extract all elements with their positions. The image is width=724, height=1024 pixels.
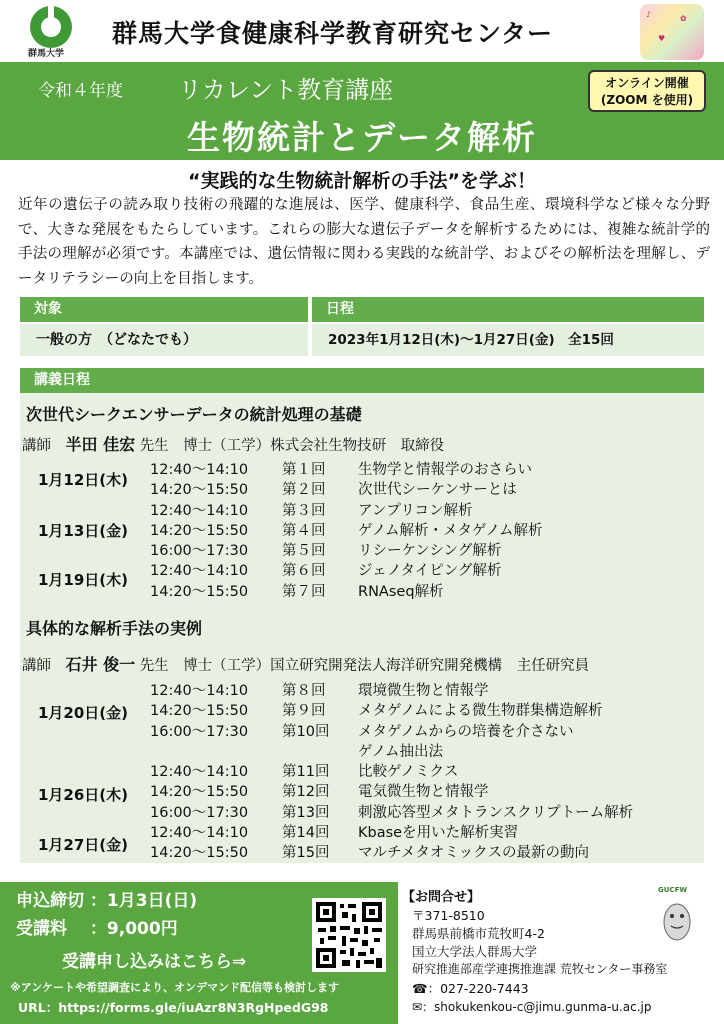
session-topic: 刺激応答型メタトランスクリプトーム解析	[358, 804, 634, 821]
date-label: 1月20日(金)	[38, 704, 129, 722]
session-topic: メタゲノムからの培養を介さない	[358, 723, 574, 740]
tagline: “実践的な生物統計解析の手法”を学ぶ！	[188, 170, 536, 192]
lecture-schedule-heading: 講義日程	[20, 368, 704, 393]
session-number: 第12回	[282, 784, 330, 801]
date-label: 1月27日(金)	[38, 836, 129, 854]
on-demand-note: ※アンケートや希望調査により、オンデマンド配信等も検討します	[10, 981, 340, 994]
session-row	[150, 782, 633, 802]
course-fee: 受講料 ：9,000円	[16, 919, 178, 939]
session-time: 12:40～14:10	[150, 502, 249, 519]
session-number: 第９回	[282, 703, 326, 720]
session-time: 12:40～14:10	[150, 462, 249, 478]
email-address[interactable]: ✉：shokukenkou-c@jimu.gunma-u.ac.jp	[412, 1000, 652, 1014]
session-topic: アンプリコン解析	[358, 502, 473, 519]
postal-code: 〒371-8510	[412, 908, 485, 923]
section2-lecturer	[22, 652, 589, 675]
application-url[interactable]: URL：https://forms.gle/iuAzr8N3RgHpedG98	[18, 1000, 329, 1015]
session-topic: 生物学と情報学のおさらい	[358, 462, 532, 478]
session-row	[150, 843, 633, 863]
session-topic: リシーケンシング解析	[358, 543, 502, 560]
page-title: 生物統計とデータ解析	[187, 118, 537, 157]
session-row	[150, 701, 633, 721]
lecturer-name: 石井 俊一	[65, 655, 136, 674]
session-topic: 電気微生物と情報学	[358, 784, 489, 801]
session-time: 12:40～14:10	[150, 764, 249, 781]
session-number: 第８回	[282, 683, 326, 699]
session-row	[150, 582, 542, 602]
lecturer-name: 半田 佳宏	[65, 435, 136, 454]
session-time: 14:20～15:50	[150, 482, 249, 499]
online-badge	[588, 70, 706, 112]
lecturer-label: 講師	[22, 658, 51, 674]
schedule-value: 2023年1月12日(木)～1月27日(金) 全15回	[312, 324, 704, 356]
session-number: 第２回	[282, 482, 326, 499]
session-row	[150, 501, 542, 521]
session-time: 14:20～15:50	[150, 583, 249, 600]
session-topic: Kbaseを用いた解析実習	[358, 825, 519, 842]
section1-sessions	[150, 460, 542, 602]
session-time: 14:20～15:50	[150, 845, 249, 862]
session-number: 第４回	[282, 522, 326, 539]
session-row	[150, 480, 542, 500]
online-badge-line1: オンライン開催	[605, 76, 689, 90]
session-topic: 比較ゲノミクス	[358, 764, 459, 781]
fiscal-year: 令和４年度	[38, 81, 123, 101]
section2-title: 具体的な解析手法の実例	[26, 619, 203, 638]
section2-sessions	[150, 681, 633, 864]
session-number: 第３回	[282, 502, 326, 519]
contact-title: 【お問合せ】	[402, 890, 481, 905]
session-topic: ゲノム抽出法	[358, 743, 443, 760]
course-type: リカレント教育講座	[178, 76, 394, 104]
session-time: 16:00～17:30	[150, 804, 249, 821]
session-topic: メタゲノムによる微生物群集構造解析	[358, 703, 603, 720]
session-row	[150, 742, 633, 762]
session-time: 16:00～17:30	[150, 543, 249, 560]
session-row	[150, 823, 633, 843]
date-label: 1月26日(木)	[38, 786, 129, 804]
session-number: 第14回	[282, 825, 330, 842]
mascot-icon	[656, 888, 698, 942]
qr-code-icon[interactable]	[312, 898, 386, 972]
application-deadline: 申込締切 ：1月3日(日)	[16, 891, 198, 911]
session-row	[150, 541, 542, 561]
session-number: 第13回	[282, 804, 330, 821]
session-row	[150, 561, 542, 581]
session-number: 第７回	[282, 583, 326, 600]
session-row	[150, 722, 633, 742]
session-topic: ジェノタイピング解析	[358, 563, 502, 580]
address-line2: 国立大学法人群馬大学	[412, 944, 538, 959]
session-time: 16:00～17:30	[150, 723, 249, 740]
phone-number: ☎：027-220-7443	[412, 981, 529, 996]
session-time: 14:20～15:50	[150, 784, 249, 801]
session-time: 14:20～15:50	[150, 522, 249, 539]
session-row	[150, 762, 633, 782]
session-row	[150, 803, 633, 823]
section1-lecturer	[22, 432, 444, 455]
lecturer-detail: 先生 博士（工学）国立研究開発法人海洋研究開発機構 主任研究員	[139, 658, 590, 674]
session-topic: マルチメタオミックスの最新の動向	[358, 845, 589, 862]
session-topic: 環境微生物と情報学	[358, 683, 489, 699]
session-row	[150, 521, 542, 541]
session-topic: ゲノム解析・メタゲノム解析	[358, 522, 543, 539]
session-number: 第11回	[282, 764, 330, 781]
session-number: 第１回	[282, 462, 326, 478]
schedule-label: 日程	[312, 297, 704, 322]
session-number: 第６回	[282, 563, 326, 580]
session-row	[150, 460, 542, 480]
address-line3: 研究推進部産学連携推進課 荒牧センター事務室	[412, 962, 668, 976]
date-label: 1月13日(金)	[38, 522, 129, 540]
target-label: 対象	[20, 297, 308, 322]
lecturer-detail: 先生 博士（工学）株式会社生物技研 取締役	[139, 438, 445, 454]
intro-paragraph: 近年の遺伝子の読み取り技術の飛躍的な進展は、医学、健康科学、食品生産、環境科学など様々な分野で、大きな発展をもたらしています。これらの膨大な遺伝子データを解析するためには、複雑な統計学的手法の理解が必須です。本講座では、遺伝情報に関わる実践的な統計学、およびその解析法を理解し、データリテラシーの向上を目指します。	[18, 197, 710, 287]
decorative-artwork-icon: ♪ ✿ ♥	[640, 4, 704, 60]
session-row	[150, 681, 633, 701]
logo-text: 群馬大学	[28, 49, 65, 59]
address-line1: 群馬県前橋市荒牧町4-2	[412, 926, 545, 941]
session-topic: 次世代シーケンサーとは	[358, 482, 517, 499]
target-value: 一般の方 （どなたでも）	[20, 324, 308, 356]
org-name: 群馬大学食健康科学教育研究センター	[112, 19, 554, 48]
session-time: 12:40～14:10	[150, 683, 249, 699]
session-time: 14:20～15:50	[150, 703, 249, 720]
session-number: 第15回	[282, 845, 330, 862]
session-time: 12:40～14:10	[150, 825, 249, 842]
session-time: 12:40～14:10	[150, 563, 249, 580]
session-topic: RNAseq解析	[358, 583, 444, 600]
apply-link[interactable]: 受講申し込みはこちら⇒	[62, 952, 247, 972]
session-number: 第10回	[282, 723, 330, 740]
university-logo-icon	[30, 6, 72, 48]
lecturer-label: 講師	[22, 438, 51, 454]
online-badge-line2: (ZOOM を使用)	[600, 93, 694, 107]
mascot-label: GUCFW	[658, 886, 688, 894]
date-label: 1月19日(木)	[38, 571, 129, 589]
section1-title: 次世代シークエンサーデータの統計処理の基礎	[26, 405, 362, 424]
session-number: 第５回	[282, 543, 326, 560]
date-label: 1月12日(木)	[38, 471, 129, 489]
